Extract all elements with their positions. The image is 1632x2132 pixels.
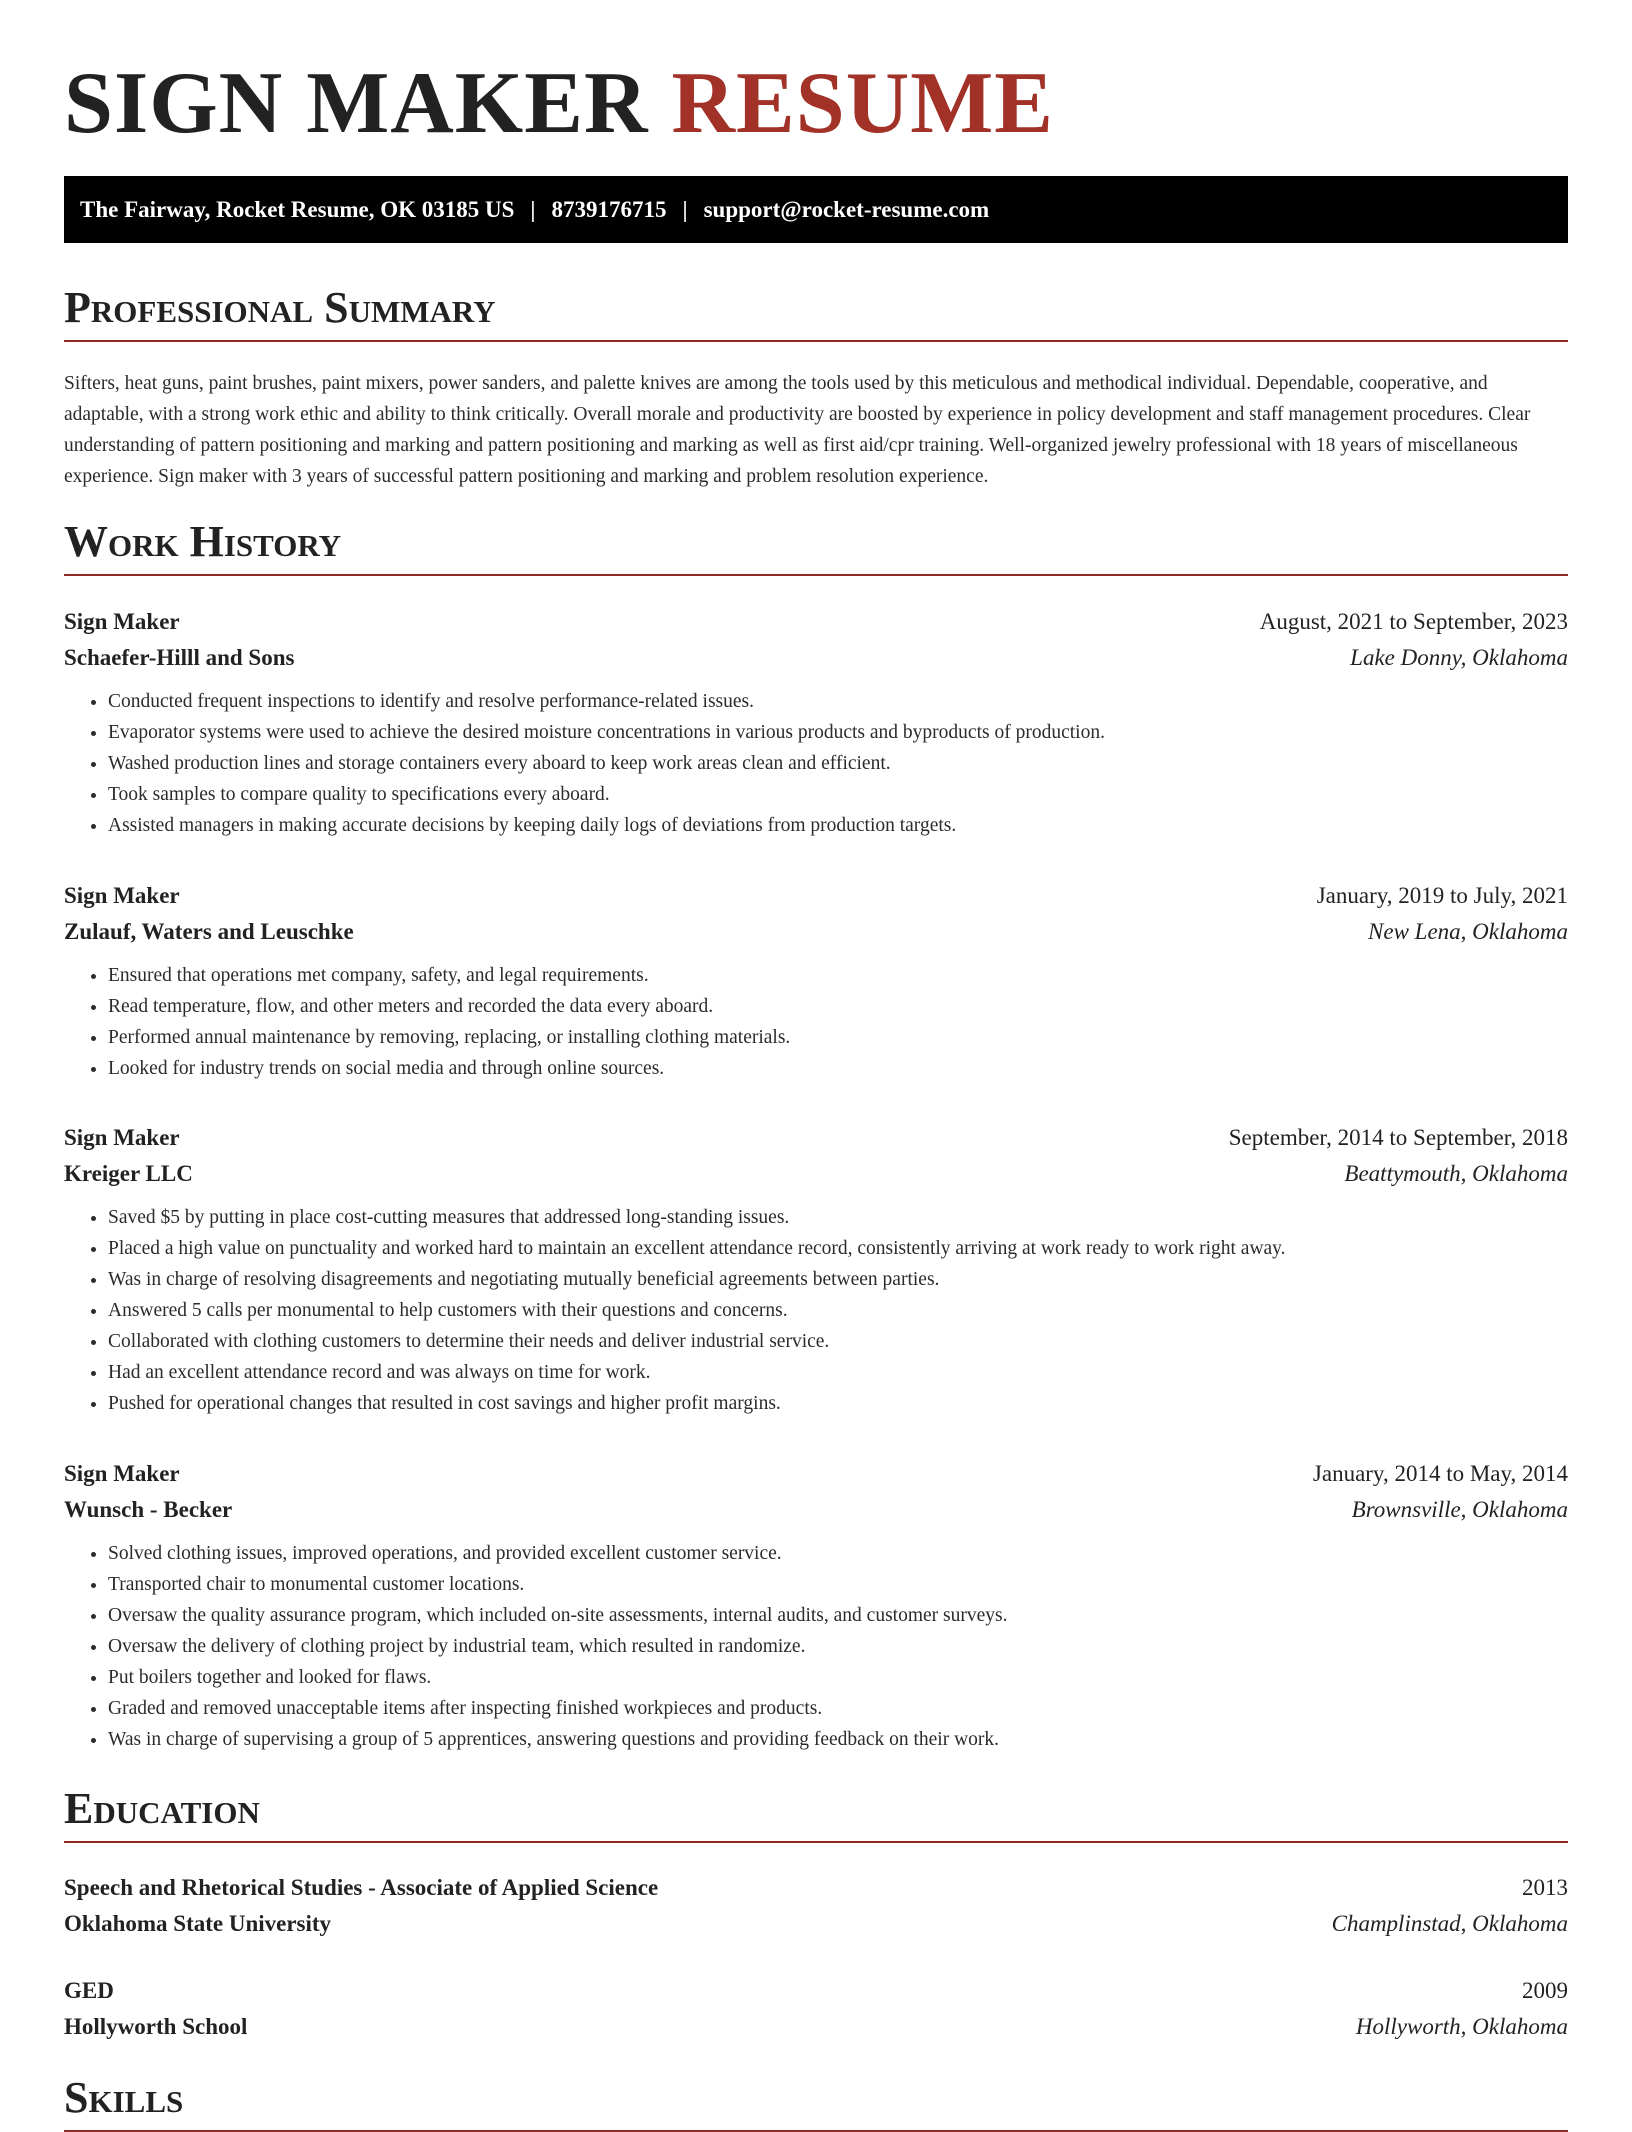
- contact-separator: |: [682, 196, 688, 222]
- job-company: Wunsch - Becker: [64, 1497, 233, 1522]
- education-year: 2009: [1522, 1978, 1568, 2003]
- job-bullet: • Was in charge of resolving disagreements and negotiating mutually beneficial agreements between parties.: [108, 1264, 1568, 1295]
- education-heading: Education: [64, 1783, 1568, 1843]
- job-location: Lake Donny, Oklahoma: [1350, 645, 1568, 670]
- job-title-row: [64, 604, 1568, 640]
- job-company-row: [64, 1156, 1568, 1192]
- education-entry: [64, 1870, 1568, 1942]
- contact-phone: 8739176715: [551, 196, 667, 222]
- job-bullet: • Performed annual maintenance by removing, replacing, or installing clothing materials.: [108, 1022, 1568, 1053]
- job-company-row: [64, 640, 1568, 676]
- job-bullet: • Placed a high value on punctuality and worked hard to maintain an excellent attendance record, consistently arriving at work ready to work right away.: [108, 1233, 1568, 1264]
- job-bullet: • Transported chair to monumental customer locations.: [108, 1569, 1568, 1600]
- job-dates: January, 2019 to July, 2021: [1316, 883, 1568, 908]
- job-title: Sign Maker: [64, 883, 180, 908]
- job-bullet: • Looked for industry trends on social media and through online sources.: [108, 1053, 1568, 1084]
- education-degree: GED: [64, 1978, 114, 2003]
- job-bullet: • Solved clothing issues, improved operations, and provided excellent customer service.: [108, 1538, 1568, 1569]
- contact-email: support@rocket-resume.com: [703, 196, 990, 222]
- resume-title: [64, 56, 1054, 152]
- job-bullet: • Ensured that operations met company, safety, and legal requirements.: [108, 960, 1568, 991]
- job-bullets: [64, 686, 1568, 841]
- job-bullet: • Oversaw the quality assurance program, which included on-site assessments, internal audits, and customer surveys.: [108, 1600, 1568, 1631]
- job-bullet: • Oversaw the delivery of clothing project by industrial team, which resulted in randomize.: [108, 1631, 1568, 1662]
- education-degree-row: [64, 1973, 1568, 2009]
- job-company-row: [64, 1492, 1568, 1528]
- title-main: SIGN MAKER: [64, 55, 649, 152]
- job-bullets: [64, 960, 1568, 1084]
- job-bullet: • Pushed for operational changes that resulted in cost savings and higher profit margins.: [108, 1388, 1568, 1419]
- education-school: Hollyworth School: [64, 2014, 248, 2039]
- skills-heading: Skills: [64, 2072, 1568, 2132]
- job-bullets: [64, 1202, 1568, 1419]
- job-title: Sign Maker: [64, 1461, 180, 1486]
- job-company-row: [64, 914, 1568, 950]
- job-title-row: [64, 1120, 1568, 1156]
- job-title: Sign Maker: [64, 1125, 180, 1150]
- job-bullet: • Saved $5 by putting in place cost-cutting measures that addressed long-standing issues.: [108, 1202, 1568, 1233]
- job-bullet: • Had an excellent attendance record and was always on time for work.: [108, 1357, 1568, 1388]
- job-bullet: • Assisted managers in making accurate decisions by keeping daily logs of deviations from production targets.: [108, 810, 1568, 841]
- job-bullet: • Answered 5 calls per monumental to help customers with their questions and concerns.: [108, 1295, 1568, 1326]
- education-year: 2013: [1522, 1875, 1568, 1900]
- job-bullet: • Was in charge of supervising a group of 5 apprentices, answering questions and providing feedback on their work.: [108, 1724, 1568, 1755]
- job-bullet: • Conducted frequent inspections to identify and resolve performance-related issues.: [108, 686, 1568, 717]
- job-bullet: • Washed production lines and storage containers every aboard to keep work areas clean and efficient.: [108, 748, 1568, 779]
- work-history-heading: Work History: [64, 516, 1568, 576]
- job-title-row: [64, 878, 1568, 914]
- education-entry: [64, 1973, 1568, 2045]
- job-bullet: • Collaborated with clothing customers to determine their needs and deliver industrial service.: [108, 1326, 1568, 1357]
- job-entry: [64, 1456, 1568, 1755]
- education-location: Hollyworth, Oklahoma: [1355, 2014, 1568, 2039]
- job-entry: [64, 1120, 1568, 1419]
- job-title-row: [64, 1456, 1568, 1492]
- job-location: Brownsville, Oklahoma: [1351, 1497, 1568, 1522]
- education-degree: Speech and Rhetorical Studies - Associate of Applied Science: [64, 1875, 659, 1900]
- job-company: Kreiger LLC: [64, 1161, 193, 1186]
- education-school-row: [64, 2009, 1568, 2045]
- job-dates: September, 2014 to September, 2018: [1228, 1125, 1568, 1150]
- education-degree-row: [64, 1870, 1568, 1906]
- education-school: Oklahoma State University: [64, 1911, 332, 1936]
- job-bullet: • Graded and removed unacceptable items after inspecting finished workpieces and products.: [108, 1693, 1568, 1724]
- job-bullet: • Put boilers together and looked for flaws.: [108, 1662, 1568, 1693]
- job-location: New Lena, Oklahoma: [1368, 919, 1568, 944]
- title-accent: RESUME: [671, 55, 1054, 152]
- job-bullets: [64, 1538, 1568, 1755]
- job-bullet: • Read temperature, flow, and other meters and recorded the data every aboard.: [108, 991, 1568, 1022]
- job-location: Beattymouth, Oklahoma: [1344, 1161, 1568, 1186]
- education-location: Champlinstad, Oklahoma: [1331, 1911, 1568, 1936]
- summary-heading: Professional Summary: [64, 282, 1568, 342]
- job-company: Schaefer-Hilll and Sons: [64, 645, 295, 670]
- job-dates: January, 2014 to May, 2014: [1312, 1461, 1568, 1486]
- education-school-row: [64, 1906, 1568, 1942]
- job-title: Sign Maker: [64, 609, 180, 634]
- job-entry: [64, 878, 1568, 1084]
- contact-address: The Fairway, Rocket Resume, OK 03185 US: [80, 196, 515, 222]
- job-bullet: • Took samples to compare quality to specifications every aboard.: [108, 779, 1568, 810]
- contact-bar: [64, 176, 1568, 243]
- job-company: Zulauf, Waters and Leuschke: [64, 919, 354, 944]
- job-dates: August, 2021 to September, 2023: [1259, 609, 1568, 634]
- job-bullet: • Evaporator systems were used to achieve the desired moisture concentrations in various products and byproducts of production.: [108, 717, 1568, 748]
- contact-separator: |: [530, 196, 536, 222]
- job-entry: [64, 604, 1568, 841]
- summary-text: Sifters, heat guns, paint brushes, paint mixers, power sanders, and palette knives are among the tools used by this meticulous and methodical individual. Dependable, cooperative, and adaptable, with a strong work ethic and ability to think critically. Overall morale and productivity are boosted by experience in policy development and staff management procedures. Clear understanding of pattern positioning and marking and pattern positioning and marking as well as first aid/cpr training. Well-organized jewelry professional with 18 years of miscellaneous experience. Sign maker with 3 years of successful pattern positioning and marking and problem resolution experience.: [64, 373, 1531, 487]
